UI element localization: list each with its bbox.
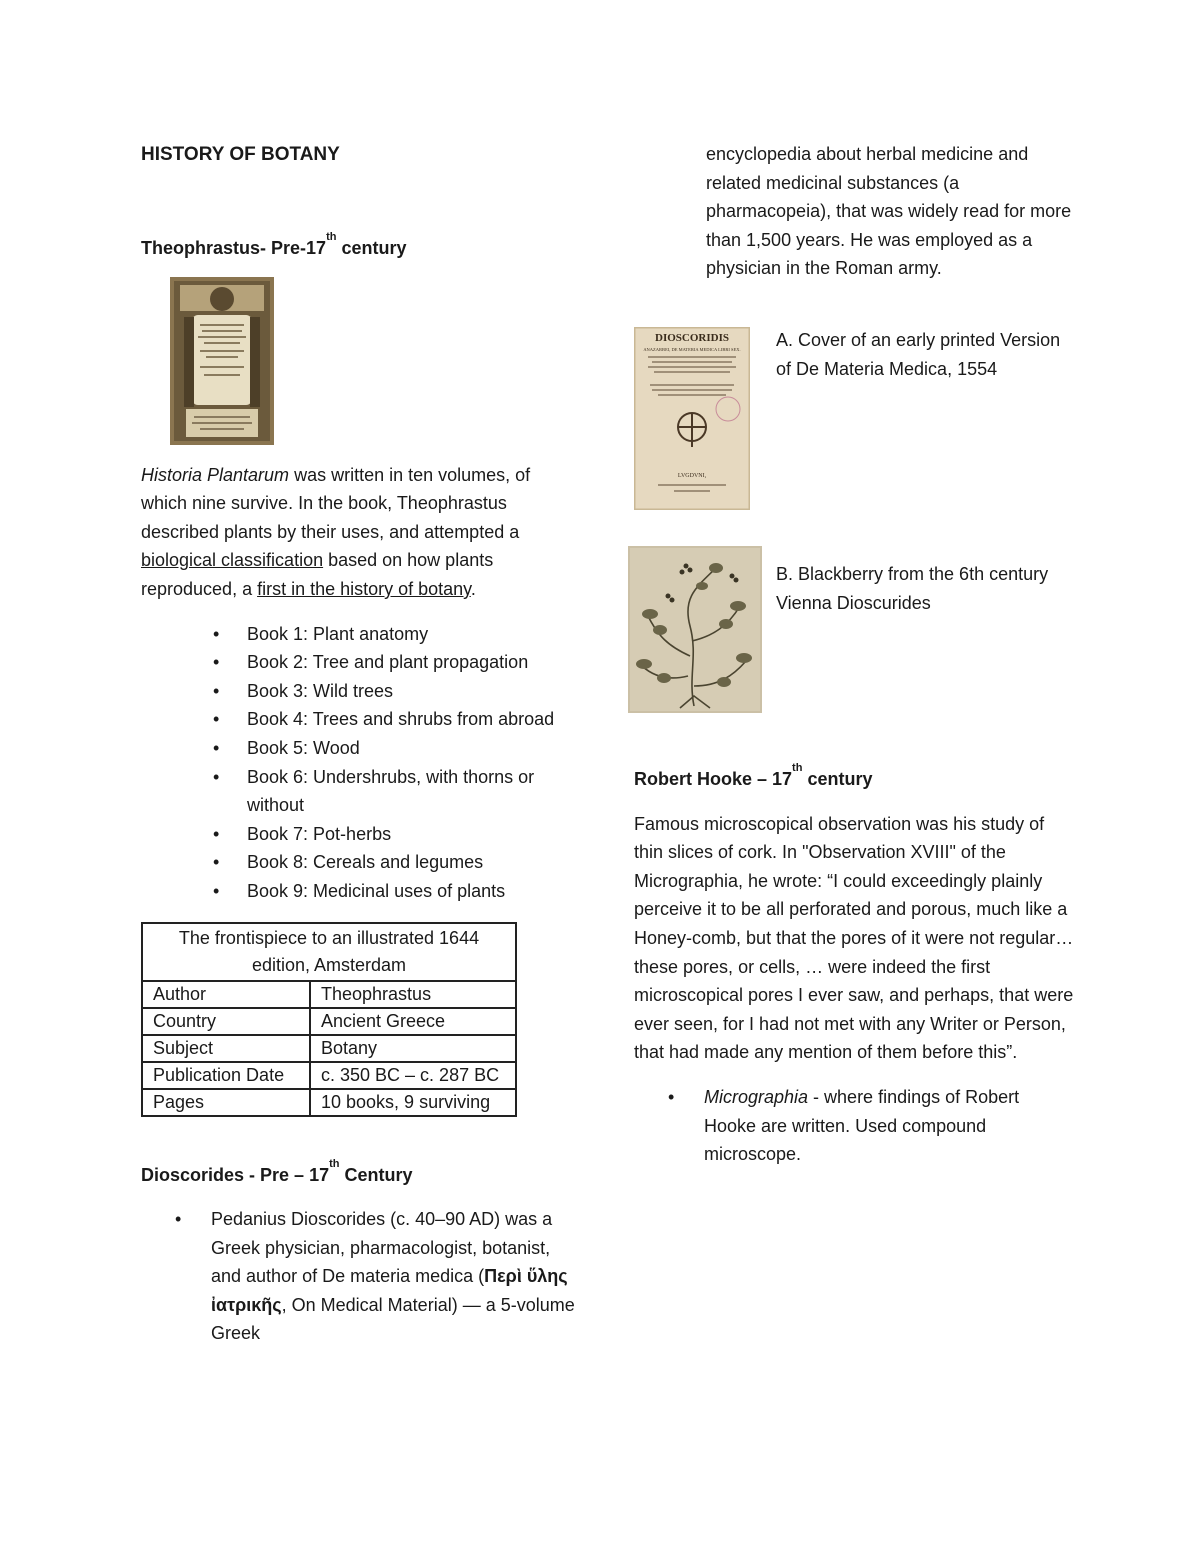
table-row [142,1035,516,1062]
heading-main: Dioscorides - Pre – 17 [141,1164,330,1185]
book-list-item [141,705,581,734]
bullet-icon: • [213,880,220,901]
bullet-icon: • [213,737,220,758]
list-item [141,1205,581,1348]
right-column [634,140,1074,283]
table-value-cell: Theophrastus [310,981,516,1008]
book-info-table [141,922,517,1117]
para-text-3: . [470,578,476,599]
book-list-item [141,648,581,677]
books-list [141,620,581,906]
frontispiece-image [170,277,274,445]
left-column [141,140,581,1348]
bullet-icon: • [213,766,220,787]
table-row [142,1089,516,1116]
book-list-item [141,820,581,849]
cover-subtitle-text: ANAZARBEI, DE MATERIA MEDICA LIBRI SEX. [643,347,741,352]
book-list-item [141,677,581,706]
book-list-item [141,763,581,820]
micrographia-title: Micrographia [704,1086,809,1107]
table-key-cell: Country [142,1008,310,1035]
book-list-item [141,848,581,877]
bullet-icon: • [213,623,220,644]
book-label: Book 8: Cereals and legumes [247,852,484,873]
book-label: Book 9: Medicinal uses of plants [247,880,506,901]
cover-place-text: LVGDVNI, [677,473,707,479]
table-key-cell: Pages [142,1089,310,1116]
heading-tail: century [802,769,873,789]
greek-title: Περὶ ὕλης ἰατρικῆς [211,1266,568,1315]
book-label: Book 4: Trees and shrubs from abroad [247,709,555,730]
heading-name: Theophrastus [141,238,261,258]
dioscorides-list [141,1205,581,1348]
book-label: Book 1: Plant anatomy [247,623,429,644]
table-key-cell: Subject [142,1035,310,1062]
table-row [142,1062,516,1089]
dioscorides-continuation: encyclopedia about herbal medicine and related medicinal substances (a pharmacopeia), that was widely read for more than 1,500 years. He was employed as a physician in the Roman army. [706,144,1072,279]
bullet-icon: • [213,680,220,701]
table-key-cell: Publication Date [142,1062,310,1089]
bullet-icon: • [213,709,220,730]
bullet-icon: • [213,852,220,873]
list-item [634,1083,1074,1169]
heading-sup: th [326,231,337,243]
dioscorides-heading [141,1157,581,1190]
biological-classification-link[interactable]: biological classification [141,550,324,571]
theophrastus-paragraph [141,461,581,604]
bullet-icon: • [213,823,220,844]
hooke-section [634,762,1074,1169]
figure-b-caption: B. Blackberry from the 6th century Vienna Dioscurides [776,564,1049,613]
bullet-text-start: Pedanius Dioscorides (c. 40–90 AD) was a Greek physician, pharmacologist, botanist, and author of De materia medica ( [211,1209,553,1287]
table-caption: The frontispiece to an illustrated 1644 edition, Amsterdam [142,923,516,981]
heading-sup: th [792,762,803,774]
book-label: Book 7: Pot-herbs [247,823,392,844]
table-value-cell: c. 350 BC – c. 287 BC [310,1062,516,1089]
heading-tail: century [336,238,407,258]
book-list-item [141,877,581,906]
book-cover-image [634,327,750,510]
bullet-icon: • [213,652,220,673]
bullet-text: - where findings of Robert Hooke are written. Used compound microscope. [704,1086,1020,1165]
table-value-cell: Botany [310,1035,516,1062]
hooke-heading [634,762,1074,794]
para-text-2: based on how plants reproduced, a [141,550,494,599]
figure-a-caption: A. Cover of an early printed Version of De Materia Medica, 1554 [776,330,1061,379]
book-label: Book 3: Wild trees [247,680,394,701]
bullet-icon: • [668,1086,675,1107]
book-label: Book 6: Undershrubs, with thorns or without [247,766,535,816]
book-label: Book 2: Tree and plant propagation [247,652,529,673]
document-title: HISTORY OF BOTANY [141,144,340,165]
table-key-cell: Author [142,981,310,1008]
table-value-cell: 10 books, 9 surviving [310,1089,516,1116]
heading-sep: - Pre-17 [260,238,327,258]
book-label: Book 5: Wood [247,737,360,758]
book-list-item [141,620,581,649]
heading-main: Robert Hooke – 17 [634,769,793,789]
table-row [142,981,516,1008]
blackberry-illustration-image [628,546,762,713]
heading-sup: th [329,1157,340,1170]
first-in-history-link[interactable]: first in the history of botany [257,578,471,599]
book-list-item [141,734,581,763]
theophrastus-heading [141,231,581,263]
hooke-paragraph: Famous microscopical observation was his study of thin slices of cork. In "Observation XVIII" of the Micrographia, he wrote: “I could exceedingly plainly perceive it to be all perforated and porous, much like a Honey-comb, but that the pores of it were not regular… these pores, or cells, … were indeed the first microscopical pores I ever saw, and perhaps, that were ever seen, for I had not met with any Writer or Person, that had made any mention of them before this”. [634,813,1074,1063]
hooke-list [634,1083,1074,1169]
cover-title-text: DIOSCORIDIS [655,332,729,344]
bullet-text-end: , On Medical Material) — a 5-volume Greek [211,1294,575,1344]
table-row [142,1008,516,1035]
heading-tail: Century [339,1164,413,1185]
para-text-1: was written in ten volumes, of which nine survive. In the book, Theophrastus described plants by their uses, and attempted a [141,464,531,542]
work-title: Historia Plantarum [141,464,290,485]
table-value-cell: Ancient Greece [310,1008,516,1035]
bullet-icon: • [175,1209,182,1230]
